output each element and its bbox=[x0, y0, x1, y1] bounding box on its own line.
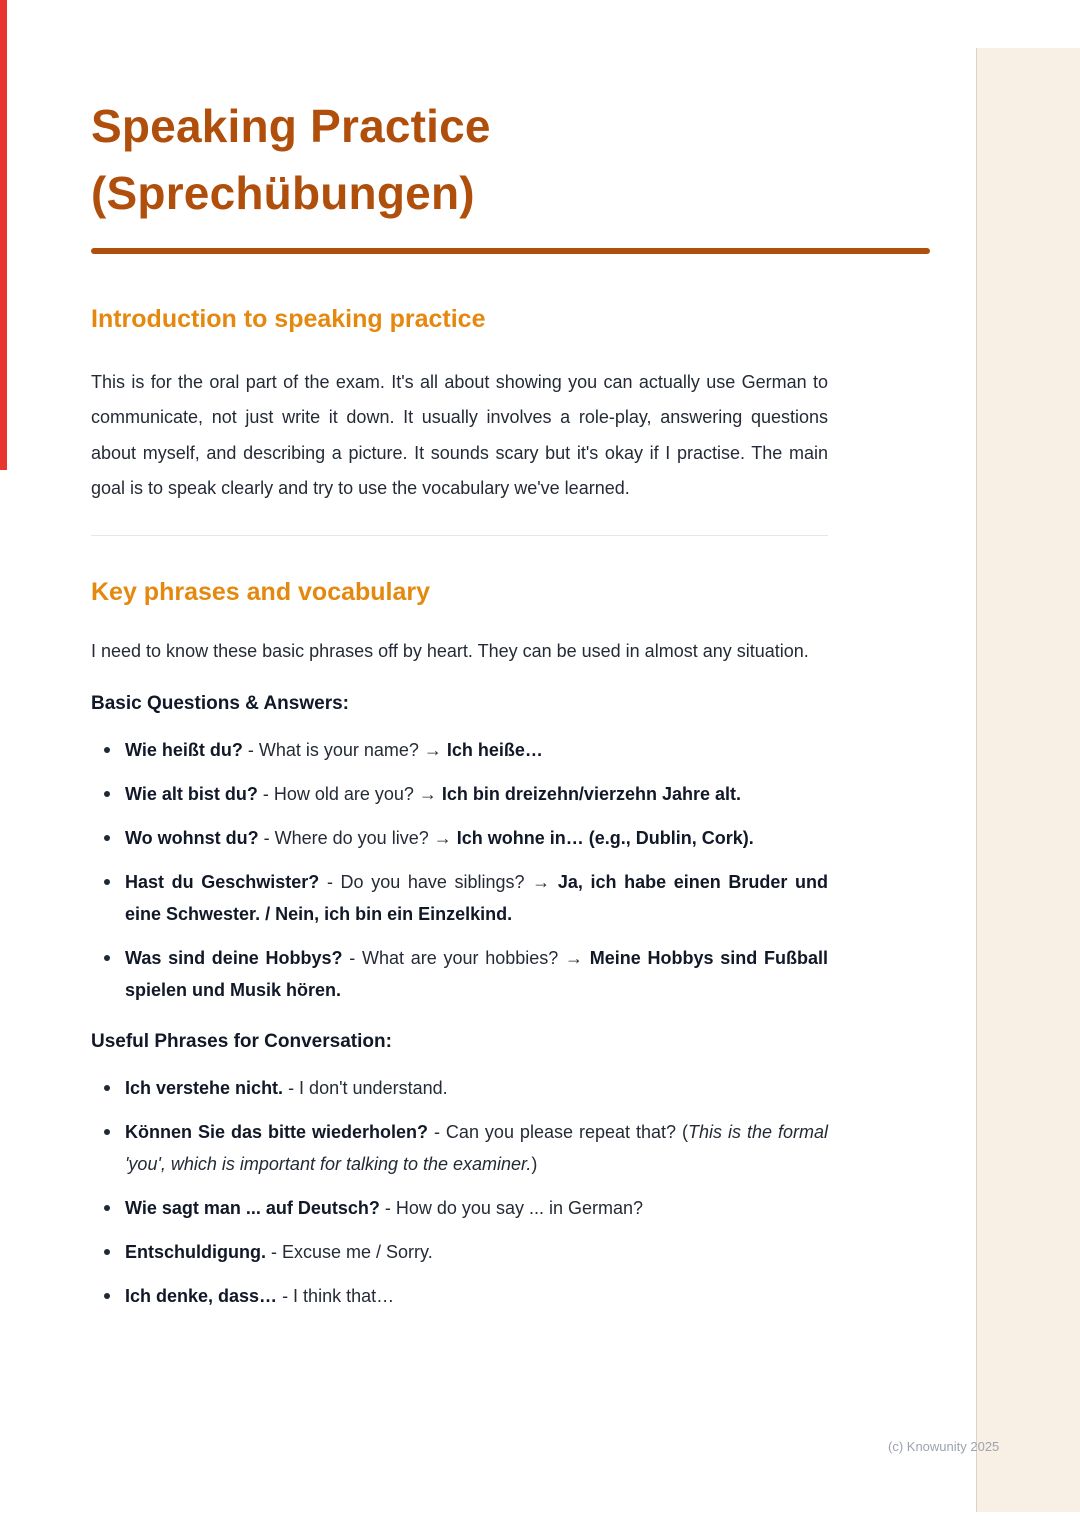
bullet-icon bbox=[104, 1205, 110, 1211]
text-segment-bold: Wie alt bist du? bbox=[125, 784, 258, 805]
title-divider-rule bbox=[91, 248, 930, 254]
bullet-item bbox=[91, 822, 828, 854]
text-segment-bold: Ich heiße… bbox=[446, 740, 543, 761]
useful-phrases-list bbox=[91, 1072, 828, 1312]
bullet-icon bbox=[104, 1249, 110, 1255]
left-red-accent-bar bbox=[0, 0, 7, 470]
text-segment-bold: Ich denke, dass… bbox=[125, 1285, 278, 1306]
bullet-item bbox=[91, 734, 828, 766]
text-segment-bold: Wo wohnst du? bbox=[125, 828, 259, 849]
watermark: (c) Knowunity 2025 bbox=[888, 1439, 1000, 1454]
text-segment-bold: Ich verstehe nicht. bbox=[125, 1077, 284, 1098]
text-segment-bold: Ja, ich habe einen Bruder und eine Schwester. / Nein, ich bin ein Einzelkind. bbox=[125, 872, 828, 925]
text-segment-normal: - Where do you live? → bbox=[258, 828, 457, 849]
text-segment-normal: - I don't understand. bbox=[283, 1077, 448, 1098]
text-segment-bold: Meine Hobbys sind Fußball spielen und Musik hören. bbox=[125, 948, 829, 1001]
section-key-phrases bbox=[91, 577, 828, 1312]
bullet-icon bbox=[104, 835, 110, 841]
section-divider bbox=[91, 535, 828, 536]
bullet-icon bbox=[104, 1085, 110, 1091]
text-segment-normal: - I think that… bbox=[277, 1285, 395, 1306]
text-segment-bold: Ich wohne in… (e.g., Dublin, Cork). bbox=[456, 828, 754, 849]
bullet-item bbox=[91, 1280, 828, 1312]
text-segment-normal: - Can you please repeat that? ( bbox=[427, 1121, 688, 1142]
bullet-icon bbox=[104, 1129, 110, 1135]
text-segment-normal: - How old are you? → bbox=[257, 784, 442, 805]
bullet-item bbox=[91, 778, 828, 810]
document-content bbox=[91, 0, 828, 1324]
text-segment-normal: ) bbox=[531, 1153, 538, 1174]
bullet-item bbox=[91, 1236, 828, 1268]
text-segment-bold: Wie heißt du? bbox=[125, 740, 243, 761]
bullet-icon bbox=[104, 955, 110, 961]
bullet-item bbox=[91, 1192, 828, 1224]
text-segment-normal: - How do you say ... in German? bbox=[379, 1197, 643, 1218]
page-title: Speaking Practice (Sprechübungen) bbox=[91, 100, 491, 219]
section-heading-introduction: Introduction to speaking practice bbox=[91, 305, 486, 334]
text-segment-italic: This is the formal 'you', which is important for talking to the examiner. bbox=[125, 1121, 828, 1174]
bullet-icon bbox=[104, 747, 110, 753]
text-segment-normal: - What are your hobbies? → bbox=[342, 948, 590, 969]
text-segment-bold: Hast du Geschwister? bbox=[125, 872, 320, 893]
text-segment-bold: Ich bin dreizehn/vierzehn Jahre alt. bbox=[441, 784, 742, 805]
subheading-basic-questions: Basic Questions & Answers: bbox=[91, 693, 349, 715]
bullet-item bbox=[91, 1072, 828, 1104]
bullet-icon bbox=[104, 791, 110, 797]
bullet-icon bbox=[104, 879, 110, 885]
text-segment-bold: Können Sie das bitte wiederholen? bbox=[125, 1121, 428, 1142]
basic-questions-list bbox=[91, 734, 828, 1006]
text-segment-normal: - Excuse me / Sorry. bbox=[266, 1241, 433, 1262]
right-page-margin-panel bbox=[976, 48, 1080, 1512]
bullet-icon bbox=[104, 1293, 110, 1299]
text-segment-bold: Entschuldigung. bbox=[125, 1241, 266, 1262]
subheading-useful-phrases: Useful Phrases for Conversation: bbox=[91, 1031, 392, 1053]
bullet-item bbox=[91, 866, 828, 930]
section-introduction bbox=[91, 304, 828, 506]
text-segment-normal: - What is your name? → bbox=[242, 740, 447, 761]
section-heading-key-phrases: Key phrases and vocabulary bbox=[91, 577, 431, 606]
key-phrases-paragraph: I need to know these basic phrases off by heart. They can be used in almost any situation. bbox=[91, 640, 809, 661]
introduction-paragraph: This is for the oral part of the exam. It's all about showing you can actually use German to communicate, not just write it down. It usually involves a role-play, answering questions about myself, and describing a picture. It sounds scary but it's okay if I practise. The main goal is to speak clearly and try to use the vocabulary we've learned. bbox=[91, 371, 828, 499]
bullet-item bbox=[91, 942, 828, 1006]
text-segment-normal: - Do you have siblings? → bbox=[319, 872, 558, 893]
text-segment-bold: Was sind deine Hobbys? bbox=[125, 948, 343, 969]
bullet-item bbox=[91, 1116, 828, 1180]
text-segment-bold: Wie sagt man ... auf Deutsch? bbox=[125, 1197, 380, 1218]
